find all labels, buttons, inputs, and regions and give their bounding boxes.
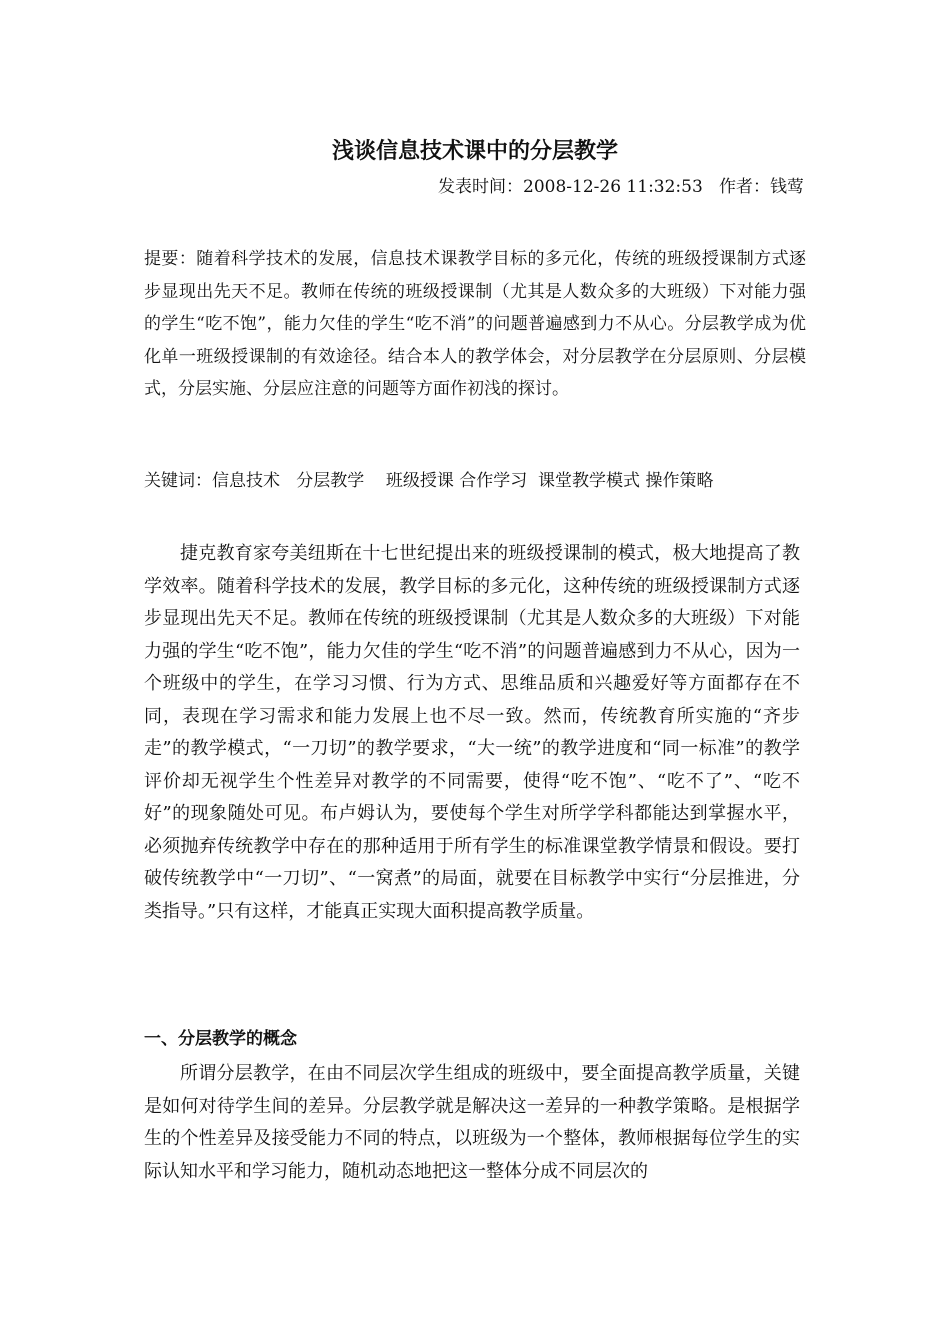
abstract-paragraph: 提要：随着科学技术的发展，信息技术课教学目标的多元化，传统的班级授课制方式逐步显现出先天不足。教师在传统的班级授课制（尤其是人数众多的大班级）下对能力强的学生“吃不饱”，能力欠佳的学生“吃不消”的问题普遍感到力不从心。分层教学成为优化单一班级授课制的有效途径。结合本人的教学体会，对分层教学在分层原则、分层模式，分层实施、分层应注意的问题等方面作初浅的探讨。 xyxy=(144,249,806,399)
body-paragraph-1: 捷克教育家夸美纽斯在十七世纪提出来的班级授课制的模式，极大地提高了教学效率。随着科学技术的发展，教学目标的多元化，这种传统的班级授课制方式逐步显现出先天不足。教师在传统的班级授课制（尤其是人数众多的大班级）下对能力强的学生“吃不饱”，能力欠佳的学生“吃不消”的问题普遍感到力不从心，因为一个班级中的学生，在学习习惯、行为方式、思维品质和兴趣爱好等方面都存在不同，表现在学习需求和能力发展上也不尽一致。然而，传统教育所实施的“齐步走”的教学模式，“一刀切”的教学要求，“大一统”的教学进度和“同一标准”的教学评价却无视学生个性差异对教学的不同需要，使得“吃不饱”、“吃不了”、“吃不好”的现象随处可见。布卢姆认为，要使每个学生对所学学科都能达到掌握水平，必须抛弃传统教学中存在的那种适用于所有学生的标准课堂教学情景和假设。要打破传统教学中“一刀切”、“一窝煮”的局面，就要在目标教学中实行“分层推进，分类指导。”只有这样，才能真正实现大面积提高教学质量。 xyxy=(144,543,800,922)
body-paragraph-2: 所谓分层教学，在由不同层次学生组成的班级中，要全面提高教学质量，关键是如何对待学生间的差异。分层教学就是解决这一差异的一种教学策略。是根据学生的个性差异及接受能力不同的特点，以班级为一个整体，教师根据每位学生的实际认知水平和学习能力，随机动态地把这一整体分成不同层次的 xyxy=(144,1063,800,1182)
article-title: 浅谈信息技术课中的分层教学 xyxy=(331,139,618,164)
keywords-line: 关键词：信息技术 分层教学 班级授课 合作学习 课堂教学模式 操作策略 xyxy=(144,471,714,491)
section-heading-1: 一、分层教学的概念 xyxy=(144,1029,297,1049)
publish-meta: 发表时间：2008-12-26 11:32:53 作者：钱莺 xyxy=(438,177,804,197)
